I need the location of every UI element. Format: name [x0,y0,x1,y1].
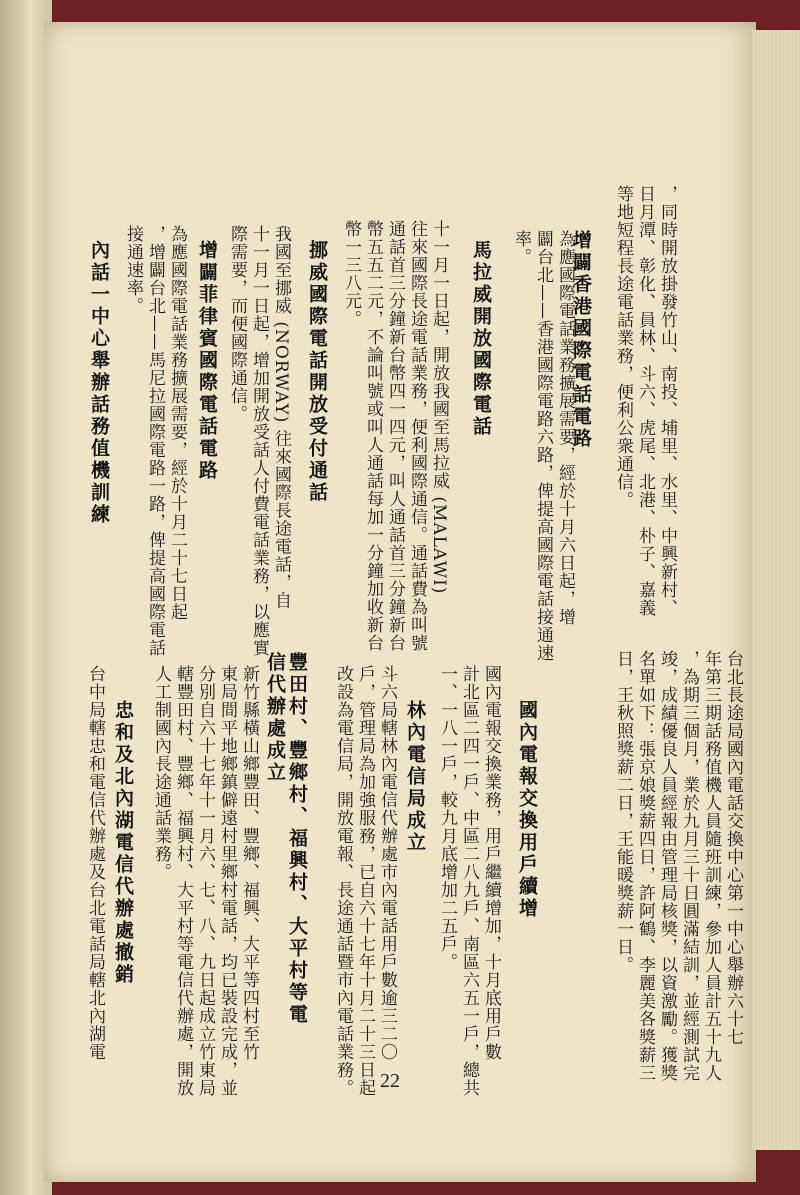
top-s3-heading: 挪威國際電話開放受付通話 [306,240,328,504]
top-s2-body: 十一月一日起，開放我國至馬拉威 (MALAWI) 往來國際長途電話業務，便利國際通信。通話費為叫號 通話首三分鐘新台幣四一四元，叫人通話首三分鐘新台 幣五五二元，不論叫號或叫人通話每加一分鐘加收新台 幣一三八元。 [341,220,449,652]
bottom-s4-heading: 忠和及北內湖電信代辦處撤銷 [112,700,134,986]
bottom-s1-heading: 國內電報交換用戶續增 [516,700,538,920]
top-s4-heading: 增闢菲律賓國際電話電路 [196,240,218,482]
bottom-s2-body: 斗六局轄林內電信代辦處市內電話用戶數逾三二〇 戶，管理局為加強服務，已自六十七年十月二十三日起 改設為電信局，開放電報、長途通話暨市內電話業務。 [333,665,397,1097]
top-s3-body: 我國至挪威 (NORWAY) 往來國際長途電話，自 十一月一日起，增加開放受話人付費電話業務，以應實 際需要，而便國際通信。 [227,225,291,657]
page-number: 22 [380,1070,400,1092]
bottom-s3-heading: 豐田村、豐鄉村、福興村、大平村等電 信代辦處成立 [264,652,308,1026]
top-s1-heading: 增闢香港國際電話電路 [570,230,592,450]
top-s1-body: 為應國際電話業務擴展需要，經於十月六日起，增 闢台北——香港國際電路六路，俾提高國際電話接通速 率。 [511,230,575,662]
top-s5-heading: 內話一中心舉辦話務值機訓練 [88,240,110,526]
bottom-s4-body: 台中局轄忠和電信代辦處及台北電話局轄北內湖電 [85,665,105,1061]
bottom-s2-heading: 林內電信局成立 [404,700,426,854]
bottom-s0-body: 台北長途局國內電話交換中心第一中心舉辦六十七 年第三期話務值機人員隨班訓練，參加人員計五十九人 ，為期三個月，業於九月三十日圓滿結訓，並經測試完 竣，成績優良人員經報由管理局核獎，以資激勵。獲獎 名單如下：張京娘獎薪四日，許阿鶴、李麗美各獎薪三 日，王秋照獎薪二日，王能暖獎薪一日。 [613,650,743,1082]
top-s4-body: 為應國際電話業務擴展需要，經於十月二十七日起 ，增闢台北——馬尼拉國際電路一路，俾提高國際電話 接通速率。 [123,225,187,657]
top-s2-heading: 馬拉威開放國際電話 [470,240,492,438]
top-s0-body: ，同時開放掛發竹山、南投、埔里、水里、中興新村、 日月潭、彰化、員林、斗六、虎尾、北港、朴子、嘉義 等地短程長途電話業務，便利公衆通信。 [613,185,677,617]
bottom-s3-body: 新竹縣橫山鄉豐田、豐鄉、福興、大平等四村至竹 東局間平地鄉鎮僻遠村里鄉村電話，均已裝設完成，並 分別自六十七年十一月六、七、八、九日起成立竹東局 轄豐田村、豐鄉、福興村、大平村等電信代辦處，開放 人工制國內長途通話業務。 [151,665,259,1097]
bottom-s1-body: 國內電報交換業務，用戶繼續增加，十月底用戶數 計北區二四一戶、中區二八九戶、南區六五一戶，總共 一、一八一戶，較九月底增加二五戶。 [437,665,501,1097]
